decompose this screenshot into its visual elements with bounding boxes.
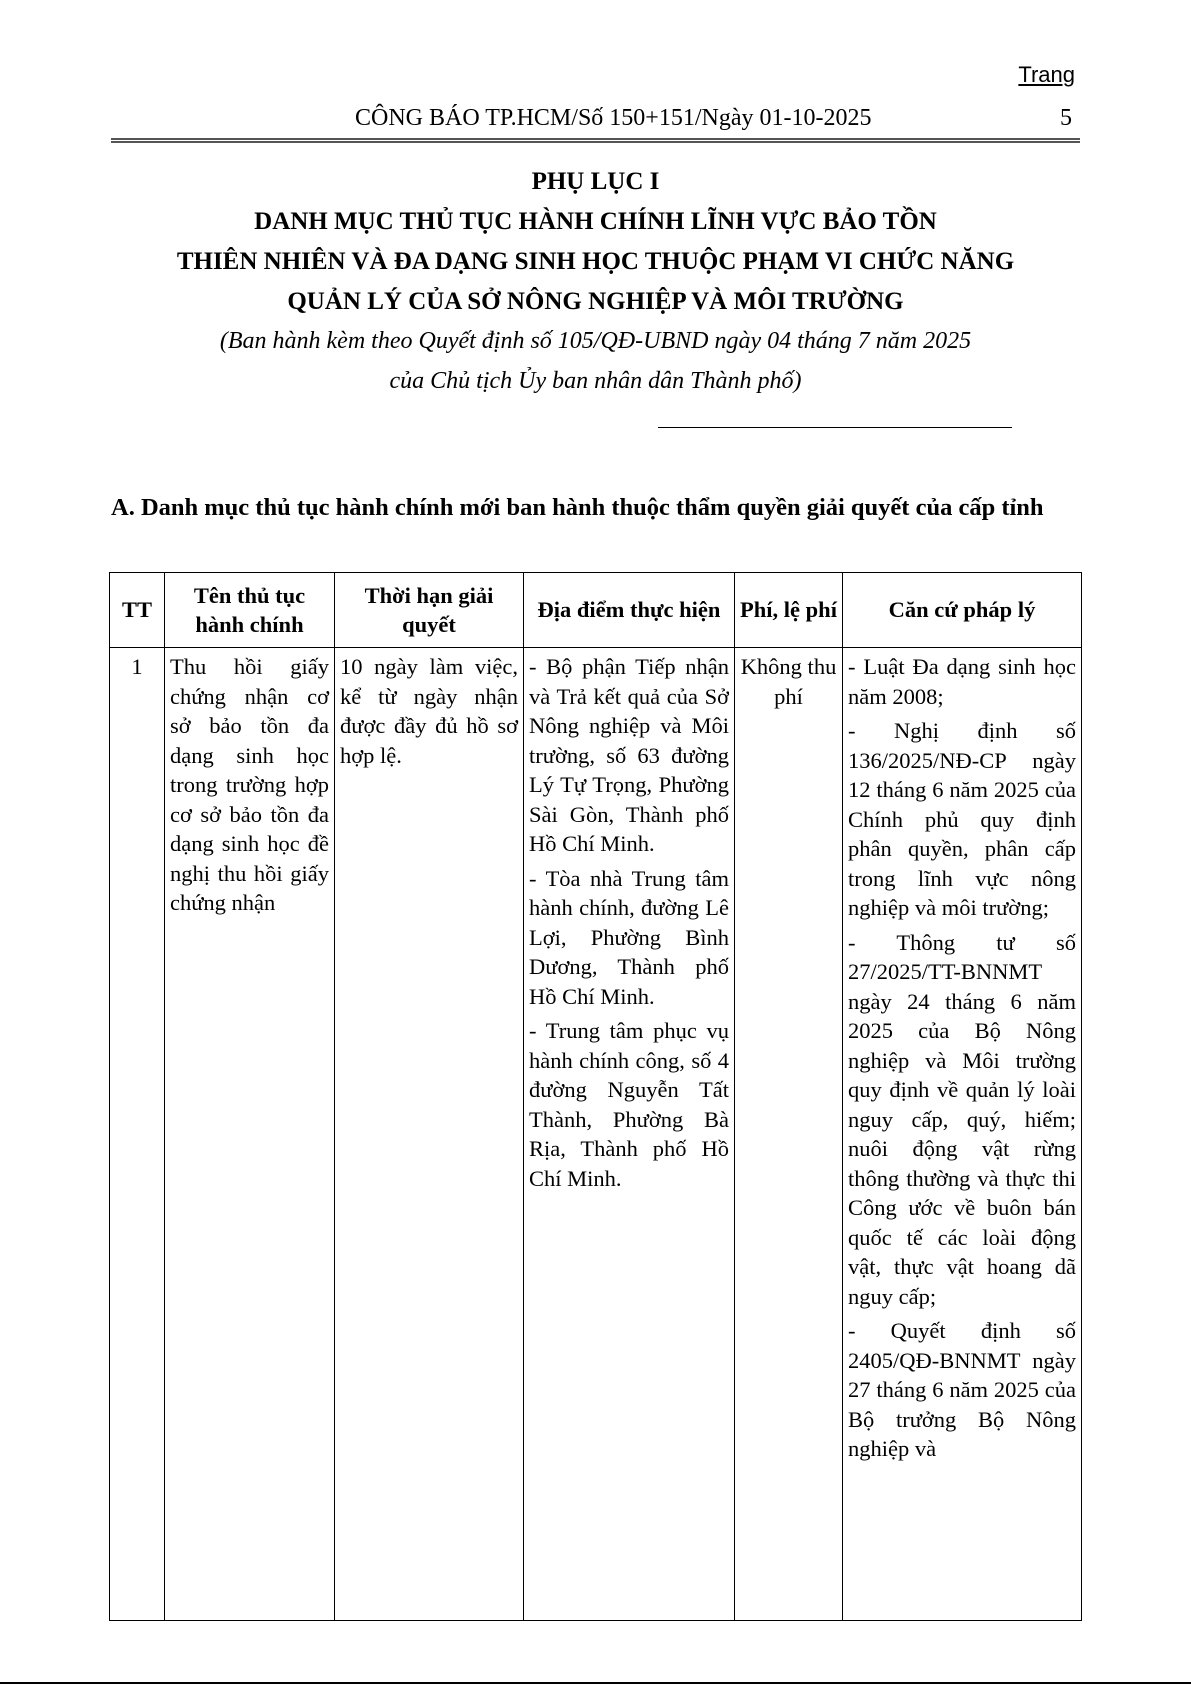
legal-basis-item: - Thông tư số 27/2025/TT-BNNMT ngày 24 tháng 6 năm 2025 của Bộ Nông nghiệp và Môi trường quy định về quản lý loài nguy cấp, quý, hiếm; nuôi động vật rừng thông thường và thực thi Công ước về buôn bán quốc tế các loài động vật, thực vật hoang dã nguy cấp;: [848, 929, 1076, 1309]
procedures-table: [109, 572, 1082, 1621]
appendix-title-line: QUẢN LÝ CỦA SỞ NÔNG NGHIỆP VÀ MÔI TRƯỜNG: [287, 288, 904, 315]
appendix-label: PHỤ LỤC I: [531, 168, 660, 195]
cell-tt: 1: [110, 648, 165, 1621]
col-header-name: Tên thủ tục hành chính: [165, 573, 335, 648]
table-row: [110, 648, 1082, 1621]
col-header-location: Địa điểm thực hiện: [524, 573, 735, 648]
appendix-subtitle-line: (Ban hành kèm theo Quyết định số 105/QĐ-UBND ngày 04 tháng 7 năm 2025: [219, 328, 972, 354]
col-header-fee: Phí, lệ phí: [735, 573, 843, 648]
page-number: 5: [1060, 105, 1072, 131]
legal-basis-item: - Luật Đa dạng sinh học năm 2008;: [848, 654, 1076, 709]
legal-basis-item: - Quyết định số 2405/QĐ-BNNMT ngày 27 tháng 6 năm 2025 của Bộ trưởng Bộ Nông nghiệp và: [848, 1318, 1076, 1461]
appendix-subtitle-line: của Chủ tịch Ủy ban nhân dân Thành phố): [389, 368, 802, 394]
running-title: CÔNG BÁO TP.HCM/Số 150+151/Ngày 01-10-2025: [355, 105, 872, 131]
cell-duration: 10 ngày làm việc, kể từ ngày nhận được đầy đủ hồ sơ hợp lệ.: [335, 648, 524, 1621]
cell-legal-basis: [843, 648, 1082, 1621]
cell-name: Thu hồi giấy chứng nhận cơ sở bảo tồn đa dạng sinh học trong trường hợp cơ sở bảo tồn đa dạng sinh học đề nghị thu hồi giấy chứng nhận: [165, 648, 335, 1621]
col-header-duration: Thời hạn giải quyết: [335, 573, 524, 648]
col-header-legal-basis: Căn cứ pháp lý: [843, 573, 1082, 648]
section-a-heading: A. Danh mục thủ tục hành chính mới ban hành thuộc thẩm quyền giải quyết của cấp tỉnh: [111, 494, 1044, 521]
legal-basis-item: - Nghị định số 136/2025/NĐ-CP ngày 12 tháng 6 năm 2025 của Chính phủ quy định phân quyền, phân cấp trong lĩnh vực nông nghiệp và môi trường;: [848, 718, 1076, 920]
header-rule: [111, 138, 1080, 143]
location-item: - Bộ phận Tiếp nhận và Trả kết quả của Sở Nông nghiệp và Môi trường, số 63 đường Lý Tự Trọng, Phường Sài Gòn, Thành phố Hồ Chí Minh.: [529, 654, 729, 856]
appendix-title-line: THIÊN NHIÊN VÀ ĐA DẠNG SINH HỌC THUỘC PHẠM VI CHỨC NĂNG: [176, 248, 1015, 275]
page-label: Trang: [1018, 62, 1075, 87]
location-item: - Tòa nhà Trung tâm hành chính, đường Lê Lợi, Phường Bình Dương, Thành phố Hồ Chí Minh.: [529, 865, 729, 1009]
separator-line: [658, 427, 1012, 428]
location-item: - Trung tâm phục vụ hành chính công, số 4 đường Nguyễn Tất Thành, Phường Bà Rịa, Thành phố Hồ Chí Minh.: [529, 1018, 729, 1191]
col-header-tt: TT: [110, 573, 165, 648]
appendix-title-line: DANH MỤC THỦ TỤC HÀNH CHÍNH LĨNH VỰC BẢO TỒN: [254, 208, 937, 235]
table-header-row: [110, 573, 1082, 648]
page-bottom-edge: [0, 1682, 1191, 1684]
cell-fee: Không thu phí: [735, 648, 843, 1621]
cell-locations: [524, 648, 735, 1621]
